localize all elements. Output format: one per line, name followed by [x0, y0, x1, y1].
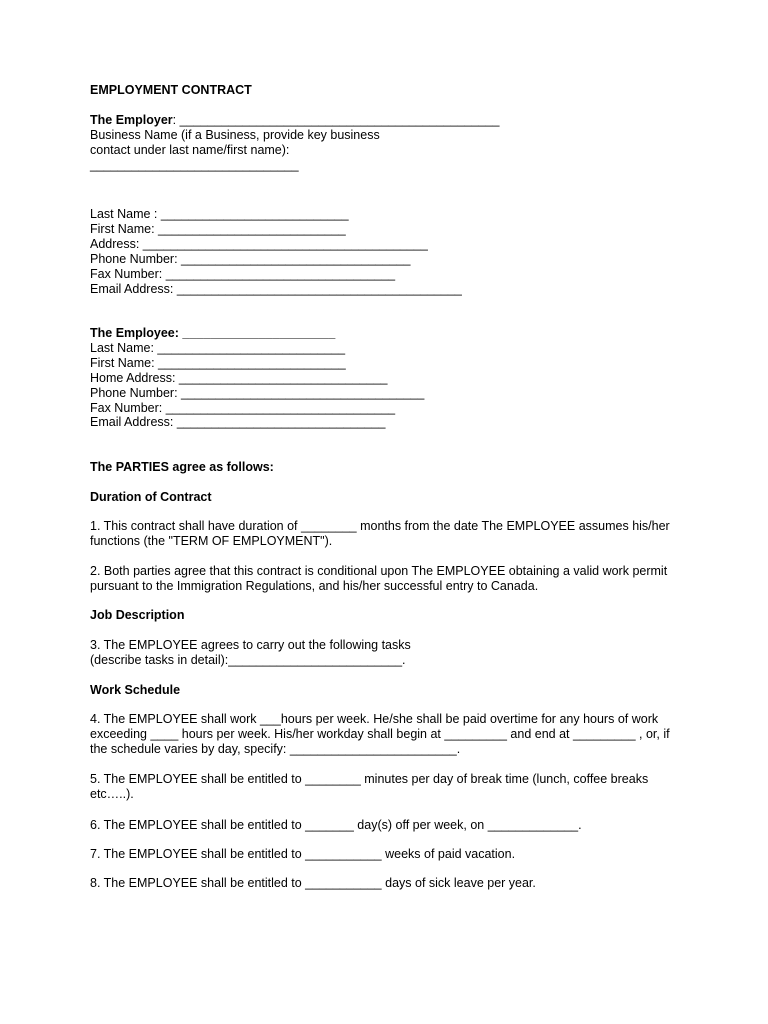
employer-address: Address: _________________________________________ — [90, 237, 428, 251]
employer-email: Email Address: _________________________________________ — [90, 282, 462, 296]
employer-last-name: Last Name : ___________________________ — [90, 207, 349, 221]
employee-last-name: Last Name: ___________________________ — [90, 341, 346, 355]
clause-5-line-2: etc…..). — [90, 787, 134, 801]
employee-first-name: First Name: ___________________________ — [90, 356, 346, 370]
employee-phone: Phone Number: ___________________________________ — [90, 386, 425, 400]
clause-3-line-1: 3. The EMPLOYEE agrees to carry out the following tasks — [90, 638, 411, 652]
employee-email: Email Address: ______________________________ — [90, 415, 386, 429]
employer-blank: : ______________________________________________ — [172, 113, 500, 127]
document-title: EMPLOYMENT CONTRACT — [90, 83, 252, 97]
business-name-line-2: contact under last name/first name): — [90, 143, 290, 157]
clause-8: 8. The EMPLOYEE shall be entitled to ___________ days of sick leave per year. — [90, 876, 536, 890]
clause-4-line-1: 4. The EMPLOYEE shall work ___hours per week. He/she shall be paid overtime for any hours of work — [90, 712, 659, 726]
job-description-heading: Job Description — [90, 608, 185, 622]
clause-6: 6. The EMPLOYEE shall be entitled to _______ day(s) off per week, on _____________. — [90, 818, 582, 832]
employer-fax: Fax Number: _________________________________ — [90, 267, 396, 281]
clause-4-line-3: the schedule varies by day, specify: ________________________. — [90, 742, 461, 756]
employee-home-address: Home Address: ______________________________ — [90, 371, 388, 385]
clause-5-line-1: 5. The EMPLOYEE shall be entitled to ________ minutes per day of break time (lunch, coffee breaks — [90, 772, 649, 786]
employer-phone: Phone Number: _________________________________ — [90, 252, 411, 266]
employer-label: The Employer — [90, 113, 173, 127]
clause-1-line-2: functions (the "TERM OF EMPLOYMENT"). — [90, 534, 333, 548]
employee-fax: Fax Number: _________________________________ — [90, 401, 396, 415]
duration-heading: Duration of Contract — [90, 490, 212, 504]
clause-4-line-2: exceeding ____ hours per week. His/her workday shall begin at _________ and end at _________ , or, if — [90, 727, 670, 741]
parties-heading: The PARTIES agree as follows: — [90, 460, 274, 474]
work-schedule-heading: Work Schedule — [90, 683, 181, 697]
employer-label-line — [90, 113, 499, 128]
clause-1-line-1: 1. This contract shall have duration of ________ months from the date The EMPLOYEE assumes his/her — [90, 519, 670, 533]
clause-2-line-1: 2. Both parties agree that this contract is conditional upon The EMPLOYEE obtaining a valid work permit — [90, 564, 668, 578]
business-name-line-1: Business Name (if a Business, provide key business — [90, 128, 380, 142]
business-name-blank: ______________________________ — [90, 158, 299, 172]
clause-7: 7. The EMPLOYEE shall be entitled to ___________ weeks of paid vacation. — [90, 847, 516, 861]
employer-first-name: First Name: ___________________________ — [90, 222, 346, 236]
clause-3-line-2: (describe tasks in detail):_________________________. — [90, 653, 406, 667]
clause-2-line-2: pursuant to the Immigration Regulations, and his/her successful entry to Canada. — [90, 579, 539, 593]
employee-label: The Employee: ______________________ — [90, 326, 336, 340]
